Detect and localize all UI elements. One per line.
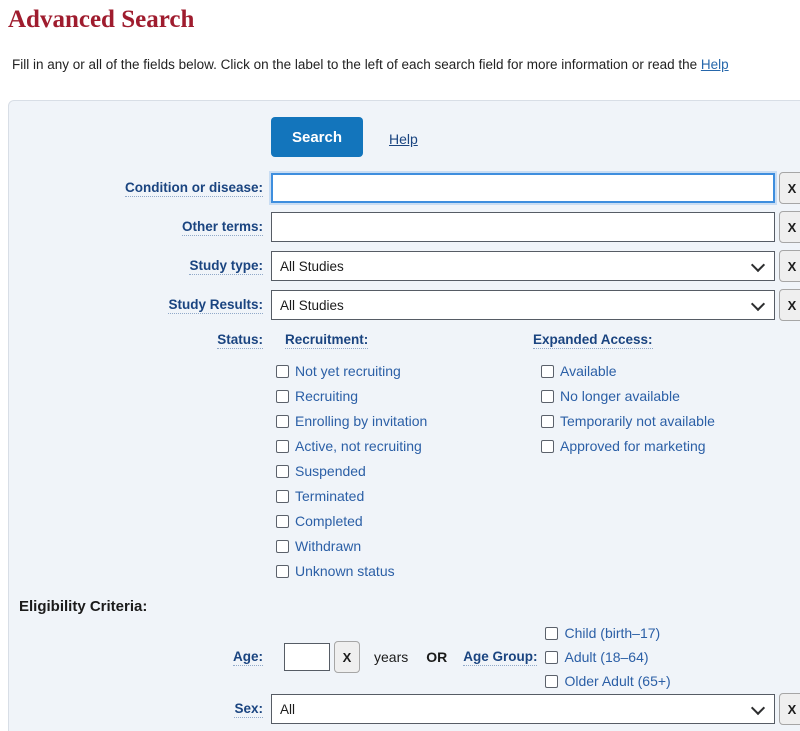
active-not-recruiting-checkbox[interactable]	[276, 440, 289, 453]
age-group-checkboxes	[545, 621, 670, 693]
checkbox-label: Enrolling by invitation	[295, 413, 428, 429]
study-results-select-wrap	[271, 290, 775, 320]
checkbox-label: Not yet recruiting	[295, 363, 401, 379]
unknown-status-checkbox[interactable]	[276, 565, 289, 578]
checkbox-label: Temporarily not available	[560, 413, 715, 429]
page-title: Advanced Search	[8, 6, 195, 33]
study-type-select-wrap	[271, 251, 775, 281]
checkbox-available[interactable]	[541, 361, 617, 381]
age-row	[9, 625, 800, 689]
or-text: OR	[426, 649, 448, 665]
completed-checkbox[interactable]	[276, 515, 289, 528]
checkbox-label: Approved for marketing	[560, 438, 706, 454]
age-label[interactable]: Age:	[233, 649, 263, 664]
checkbox-label: Completed	[295, 513, 363, 529]
search-button[interactable]: Search	[271, 117, 363, 157]
clear-study-type-button[interactable]: X	[779, 250, 800, 282]
other-terms-label-col	[9, 218, 271, 236]
sex-row	[9, 694, 800, 724]
checkbox-label: Terminated	[295, 488, 365, 504]
study-results-label-col	[9, 296, 271, 314]
age-input[interactable]	[284, 643, 330, 671]
checkbox-temporarily-not-available[interactable]	[541, 411, 715, 431]
age-group-label[interactable]: Age Group:	[463, 648, 538, 664]
terminated-checkbox[interactable]	[276, 490, 289, 503]
enrolling-by-invitation-checkbox[interactable]	[276, 415, 289, 428]
checkbox-label: Active, not recruiting	[295, 438, 422, 454]
checkbox-unknown-status[interactable]	[276, 561, 395, 581]
sex-select-wrap	[271, 694, 775, 724]
checkbox-not-yet-recruiting[interactable]	[276, 361, 401, 381]
status-label[interactable]: Status:	[217, 332, 263, 347]
available-checkbox[interactable]	[541, 365, 554, 378]
checkbox-label: No longer available	[560, 388, 680, 404]
checkbox-label: Older Adult (65+)	[564, 673, 671, 689]
clear-study-results-button[interactable]: X	[779, 289, 800, 321]
checkbox-approved-for-marketing[interactable]	[541, 436, 706, 456]
condition-row	[9, 173, 800, 203]
intro-text	[12, 57, 729, 72]
checkbox-label: Child (birth–17)	[564, 625, 661, 641]
checkbox-older-adult[interactable]	[545, 669, 670, 693]
checkbox-no-longer-available[interactable]	[541, 386, 680, 406]
withdrawn-checkbox[interactable]	[276, 540, 289, 553]
condition-label-col	[9, 179, 271, 197]
condition-label[interactable]: Condition or disease:	[124, 180, 263, 195]
help-link[interactable]: Help	[389, 131, 418, 147]
other-terms-input[interactable]	[271, 212, 775, 242]
checkbox-terminated[interactable]	[276, 486, 364, 506]
adult-checkbox[interactable]	[545, 651, 558, 664]
checkbox-child[interactable]	[545, 621, 670, 645]
checkbox-label: Available	[560, 363, 617, 379]
other-terms-row	[9, 212, 800, 242]
suspended-checkbox[interactable]	[276, 465, 289, 478]
age-units-text: years	[374, 649, 409, 665]
checkbox-suspended[interactable]	[276, 461, 366, 481]
study-type-select[interactable]	[271, 251, 775, 281]
clear-sex-button[interactable]: X	[779, 693, 800, 725]
study-results-label[interactable]: Study Results:	[168, 297, 263, 312]
child-checkbox[interactable]	[545, 627, 558, 640]
clear-age-button[interactable]: X	[334, 641, 360, 673]
intro-sentence: Fill in any or all of the fields below. Click on the label to the left of each search field for more information or read the	[12, 57, 698, 72]
intro-help-link[interactable]: Help	[700, 57, 729, 72]
status-label-col	[9, 331, 271, 349]
study-results-row	[9, 290, 800, 320]
recruiting-checkbox[interactable]	[276, 390, 289, 403]
study-type-label-col	[9, 257, 271, 275]
checkbox-adult[interactable]	[545, 645, 670, 669]
checkbox-label: Adult (18–64)	[564, 649, 649, 665]
checkbox-completed[interactable]	[276, 511, 363, 531]
search-form-panel	[8, 100, 800, 731]
sex-label[interactable]: Sex:	[234, 701, 263, 716]
approved-for-marketing-checkbox[interactable]	[541, 440, 554, 453]
study-type-row	[9, 251, 800, 281]
study-type-label[interactable]: Study type:	[189, 258, 263, 273]
other-terms-label[interactable]: Other terms:	[181, 219, 263, 234]
sex-select[interactable]	[271, 694, 775, 724]
checkbox-recruiting[interactable]	[276, 386, 358, 406]
not-yet-recruiting-checkbox[interactable]	[276, 365, 289, 378]
checkbox-label: Suspended	[295, 463, 366, 479]
recruitment-label[interactable]: Recruitment:	[285, 331, 369, 347]
checkbox-enrolling-by-invitation[interactable]	[276, 411, 427, 431]
checkbox-label: Recruiting	[295, 388, 359, 404]
checkbox-label: Withdrawn	[295, 538, 362, 554]
study-results-select[interactable]	[271, 290, 775, 320]
checkbox-withdrawn[interactable]	[276, 536, 361, 556]
clear-other-terms-button[interactable]: X	[779, 211, 800, 243]
checkbox-label: Unknown status	[295, 563, 395, 579]
sex-label-col	[9, 700, 271, 718]
status-header-row	[9, 329, 800, 351]
older-adult-checkbox[interactable]	[545, 675, 558, 688]
expanded-access-label[interactable]: Expanded Access:	[533, 332, 653, 347]
age-label-col	[9, 648, 271, 666]
checkbox-active-not-recruiting[interactable]	[276, 436, 422, 456]
condition-input[interactable]	[271, 173, 775, 203]
no-longer-available-checkbox[interactable]	[541, 390, 554, 403]
temporarily-not-available-checkbox[interactable]	[541, 415, 554, 428]
clear-condition-button[interactable]: X	[779, 172, 800, 204]
eligibility-criteria-heading: Eligibility Criteria:	[19, 598, 148, 615]
